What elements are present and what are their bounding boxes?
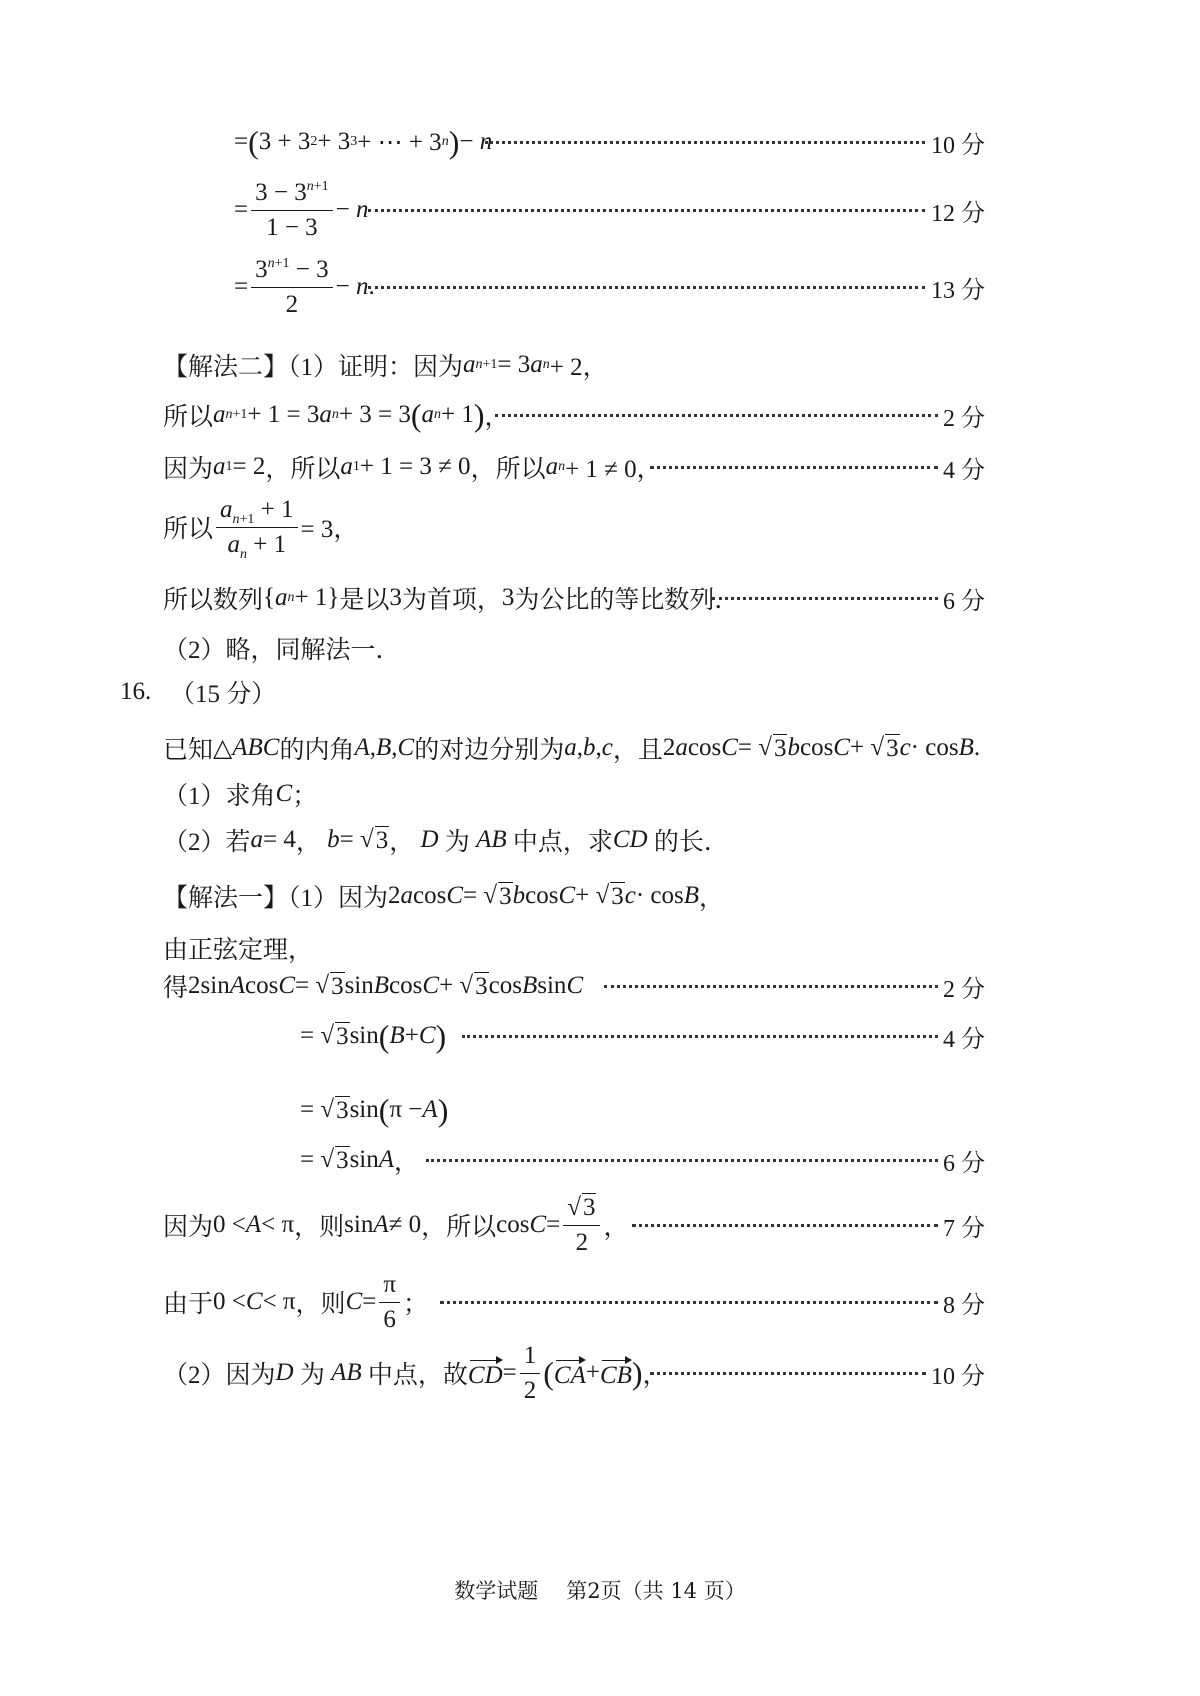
method2-part2: （2）略，同解法一． xyxy=(163,637,401,664)
method1-label: 【解法一】（1）因为 xyxy=(163,885,389,912)
question-16-given: 已知 △ ABC 的内角 A , B , C 的对边分别为 a , b , c ，且 2 a cos C = √ 3 b cos C + √ 3 c · cos B . xyxy=(163,734,981,764)
page-footer xyxy=(0,1570,1200,1610)
question-points: （15 分） xyxy=(170,681,277,708)
method2-step-4: 所以数列 { a n + 1} 是以 3 为首项， 3 为公比的等比数列． 6 分 xyxy=(0,568,1200,628)
sum-step-3: = $\frac{3^{n+1} - 3}{2}$ − n . 13 分 xyxy=(234,256,985,318)
method1-part2: （2）因为 D 为 AB 中点，故 CD = $\frac{1}{2}$ ( CA + CB ) ， 10 分 xyxy=(163,1342,985,1404)
score-label: 2 分 xyxy=(943,405,985,432)
score-label: 10 分 xyxy=(931,132,985,159)
score-label: 6 分 xyxy=(943,588,985,615)
method2-heading: 【解法二】（1）证明：因为 a n+1 = 3 a n + 2， xyxy=(0,335,1200,395)
method2-label: 【解法二】（1）证明：因为 xyxy=(163,354,464,381)
score-label: 4 分 xyxy=(943,457,985,484)
score-label: 6 分 xyxy=(943,1150,985,1177)
method1-law: 由正弦定理， xyxy=(163,937,314,964)
score-label: 4 分 xyxy=(943,1026,985,1053)
method1-step-1: 得 2sin A cos C = √ 3 sin B cos C + √ 3 cos B sin C 2 分 xyxy=(0,956,1200,1016)
question-16-part1: （1）求角 C ； xyxy=(163,780,318,810)
method1-step-4: = √ 3 sin A ， 6 分 xyxy=(0,1130,1200,1190)
sum-step-1: = ( 3 + 3 2 + 3 3 + ⋯ + 3 n ) − n 10 分 xyxy=(0,112,1200,172)
question-number: 16. xyxy=(120,678,152,705)
method1-step-3: = √ 3 sin ( π − A ) xyxy=(300,1091,449,1128)
score-label: 8 分 xyxy=(943,1292,985,1319)
question-16-heading xyxy=(0,662,1200,722)
score-label: 2 分 xyxy=(943,976,985,1003)
method2-step-2: 因为 a 1 = 2 ，所以 a 1 + 1 = 3 ≠ 0 ，所以 a n + 1 ≠ 0， 4 分 xyxy=(0,437,1200,497)
method1-step-2: = √ 3 sin ( B + C ) 4 分 xyxy=(0,1006,1200,1066)
question-16-part2: （2）若 a = 4 ， b = √ 3 ， D 为 AB 中点，求 CD 的长． xyxy=(163,826,729,856)
score-label: 10 分 xyxy=(931,1363,985,1390)
score-label: 12 分 xyxy=(931,200,985,227)
footer-page: 第2页（共 14 页） xyxy=(566,1579,746,1603)
score-label: 7 分 xyxy=(943,1215,985,1242)
footer-subject: 数学试题 xyxy=(454,1579,539,1603)
method1-heading: 【解法一】（1）因为 2 a cos C = √ 3 b cos C + √ 3 c · cos B ， xyxy=(0,866,1200,926)
method1-step-5: 因为 0 < A < π ，则 sin A ≠ 0 ，所以 cos C = $\frac{√3}{2}$ ， 7 分 xyxy=(163,1194,985,1256)
method2-step-1: 所以 a n+1 + 1 = 3 a n + 3 = 3 ( a n + 1 ) ， 2 分 xyxy=(0,385,1200,445)
method2-step-3: 所以 $\frac{a_{n+1} + 1}{a_n + 1}$ = 3， xyxy=(163,496,359,562)
score-label: 13 分 xyxy=(931,277,985,304)
sum-step-2: = $\frac{3 - 3^{n+1}}{1 - 3}$ − n 12 分 xyxy=(234,179,985,241)
method1-step-6: 由于 0 < C < π ，则 C = $\frac{\pi}{6}$ ； 8 分 xyxy=(163,1271,985,1333)
